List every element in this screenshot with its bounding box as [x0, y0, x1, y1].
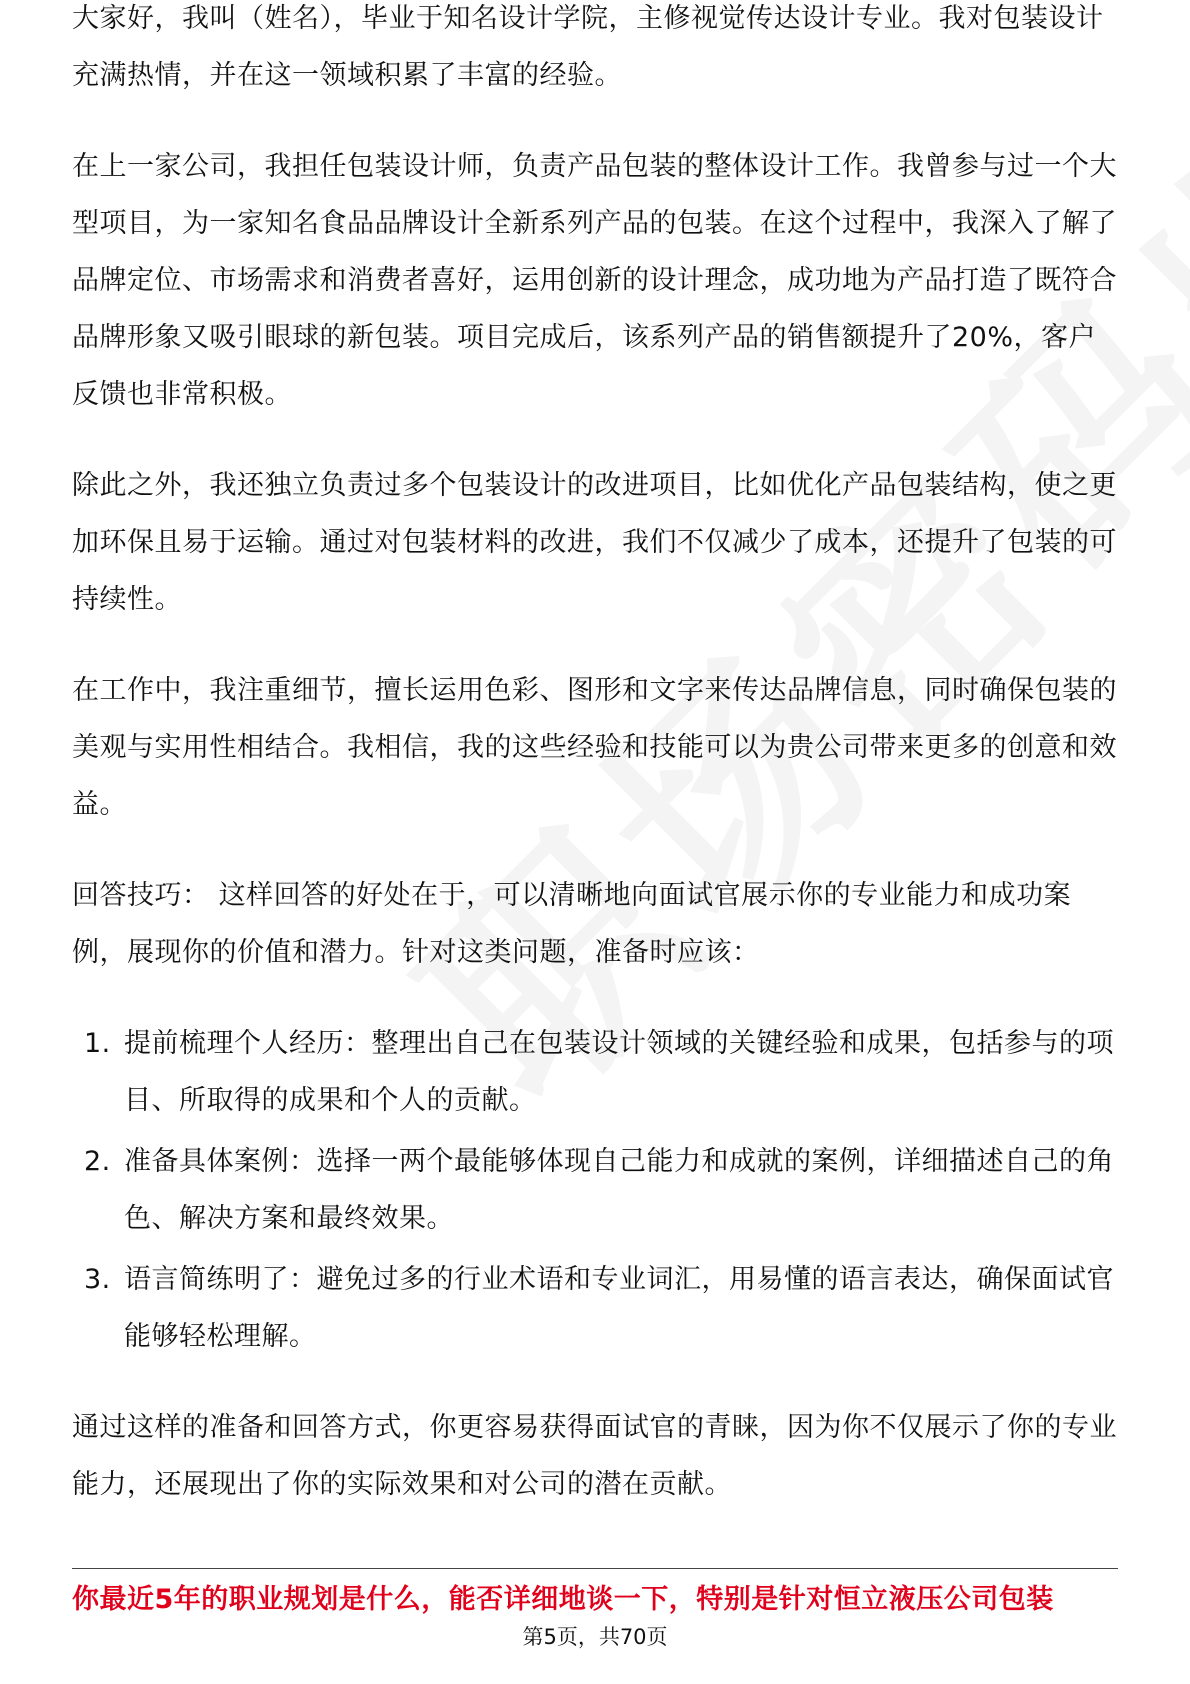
experience-paragraph: 在上一家公司，我担任包装设计师，负责产品包装的整体设计工作。我曾参与过一个大型项目，为一家知名食品品牌设计全新系列产品的包装。在这个过程中，我深入了解了品牌定位、市场需求和消费者喜好，运用创新的设计理念，成功地为产品打造了既符合品牌形象又吸引眼球的新包装。项目完成后，该系列产品的销售额提升了20%，客户反馈也非常积极。	[72, 151, 1117, 410]
list-item	[72, 1251, 1118, 1365]
list-item-text: 准备具体案例：选择一两个最能够体现自己能力和成就的案例，详细描述自己的角色、解决方案和最终效果。	[124, 1146, 1114, 1234]
page-content	[72, 3, 1118, 1547]
tips-list	[72, 1015, 1118, 1365]
answer-tips-paragraph: 回答技巧： 这样回答的好处在于，可以清晰地向面试官展示你的专业能力和成功案例，展现你的价值和潜力。针对这类问题，准备时应该：	[72, 880, 1072, 968]
list-item-number: 2.	[84, 1146, 111, 1177]
closing-paragraph: 通过这样的准备和回答方式，你更容易获得面试官的青睐，因为你不仅展示了你的专业能力，还展现出了你的实际效果和对公司的潜在贡献。	[72, 1412, 1117, 1500]
skills-paragraph: 在工作中，我注重细节，擅长运用色彩、图形和文字来传达品牌信息，同时确保包装的美观与实用性相结合。我相信，我的这些经验和技能可以为贵公司带来更多的创意和效益。	[72, 675, 1117, 820]
improvement-paragraph: 除此之外，我还独立负责过多个包装设计的改进项目，比如优化产品包装结构，使之更加环保且易于运输。通过对包装材料的改进，我们不仅减少了成本，还提升了包装的可持续性。	[72, 470, 1117, 615]
list-item-text: 提前梳理个人经历：整理出自己在包装设计领域的关键经验和成果，包括参与的项目、所取得的成果和个人的贡献。	[124, 1028, 1114, 1116]
next-question-heading: 你最近5年的职业规划是什么，能否详细地谈一下，特别是针对恒立液压公司包装	[72, 1584, 1054, 1615]
list-item	[72, 1015, 1118, 1129]
list-item-text: 语言简练明了：避免过多的行业术语和专业词汇，用易懂的语言表达，确保面试官能够轻松理解。	[124, 1264, 1114, 1352]
section-divider	[72, 1568, 1118, 1569]
list-item	[72, 1133, 1118, 1247]
list-item-number: 3.	[84, 1264, 111, 1295]
intro-paragraph: 大家好，我叫（姓名），毕业于知名设计学院，主修视觉传达设计专业。我对包装设计充满热情，并在这一领域积累了丰富的经验。	[72, 3, 1104, 91]
page-number: 第5页，共70页	[522, 1625, 668, 1649]
list-item-number: 1.	[84, 1028, 111, 1059]
